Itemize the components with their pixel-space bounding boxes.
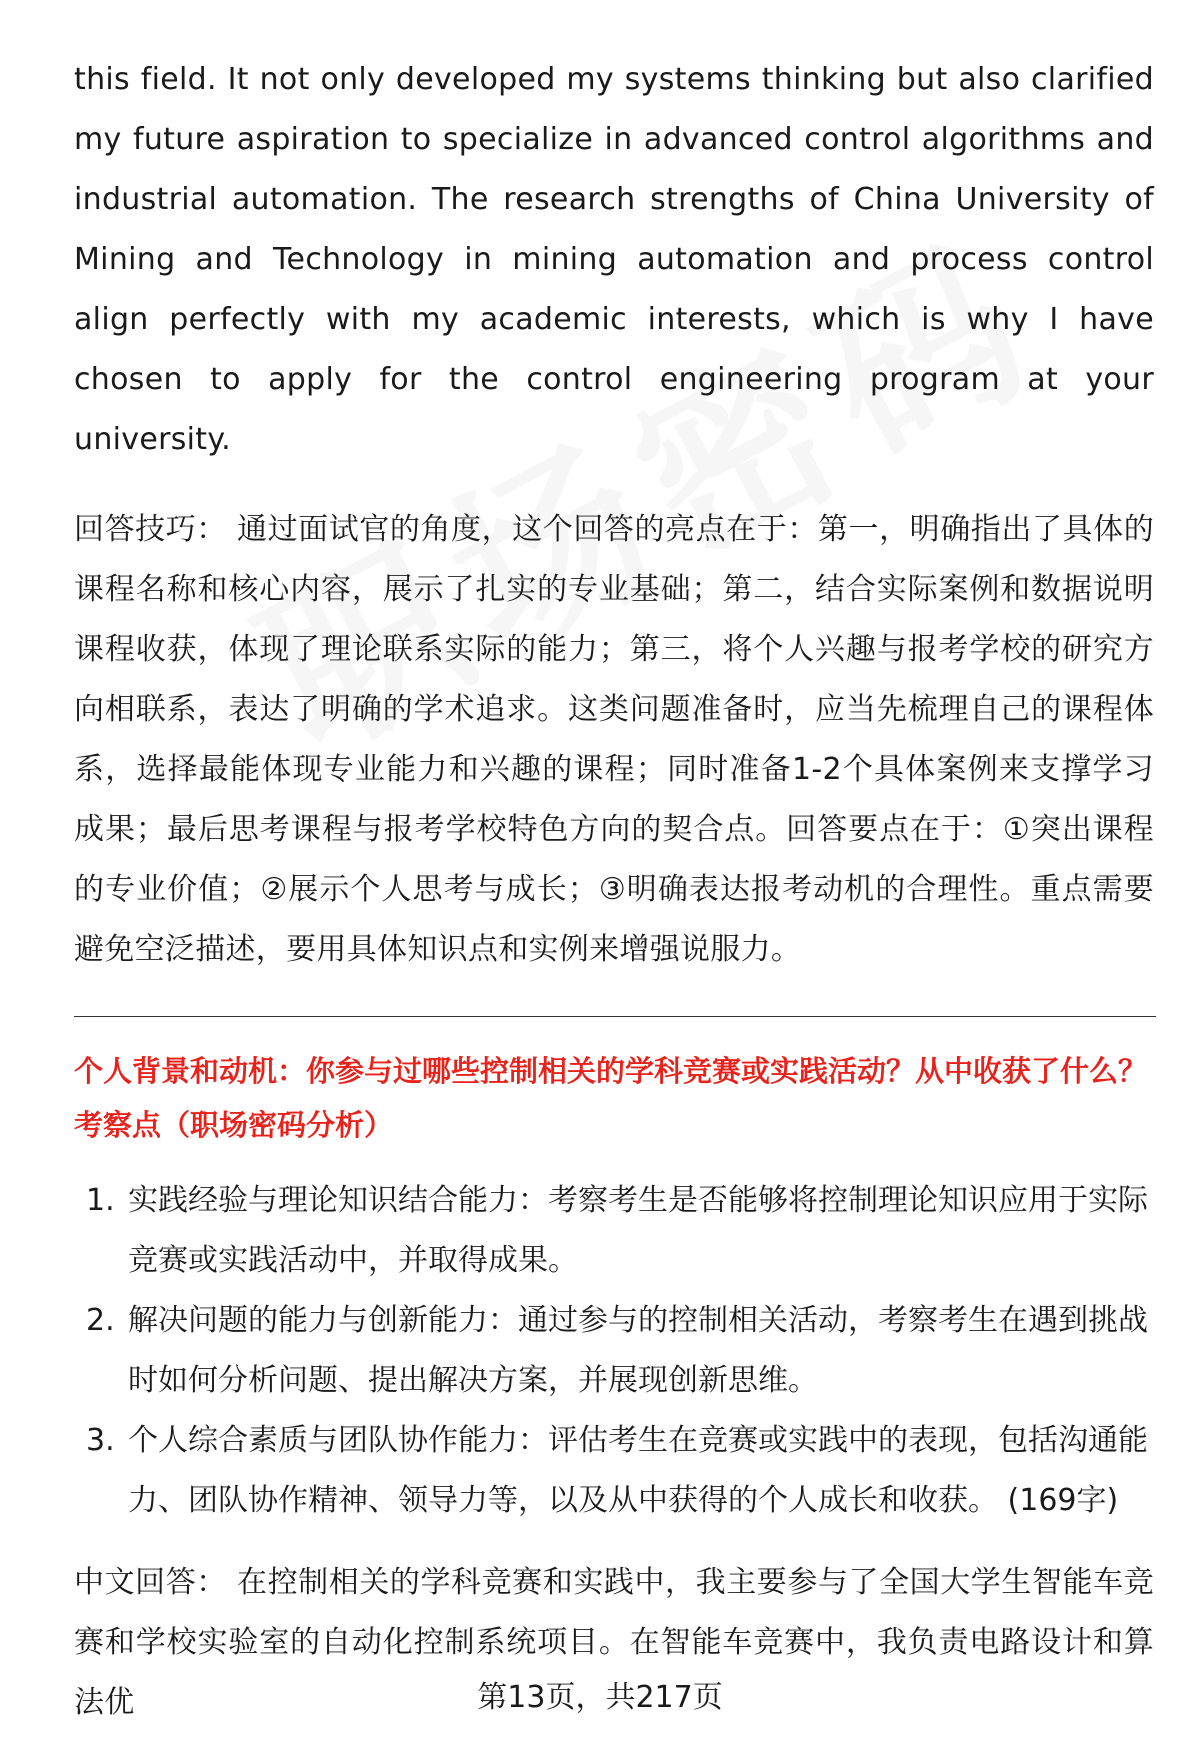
question-heading: 个人背景和动机：你参与过哪些控制相关的学科竞赛或实践活动？从中收获了什么？ xyxy=(74,1054,1148,1088)
list-item-number: 2. xyxy=(86,1303,115,1338)
chinese-answer-paragraph: 中文回答： 在控制相关的学科竞赛和实践中，我主要参与了全国大学生智能车竞赛和学校实验室的自动化控制系统项目。在智能车竞赛中，我负责电路设计和算法优 xyxy=(74,1565,1154,1720)
list-item-text: 实践经验与理论知识结合能力：考察考生是否能够将控制理论知识应用于实际竞赛或实践活动中，并取得成果。 xyxy=(128,1183,1148,1278)
list-item-number: 1. xyxy=(86,1183,115,1218)
section-divider xyxy=(74,1016,1156,1017)
page-number-footer: 第13页，共217页 xyxy=(477,1680,723,1715)
list-item xyxy=(74,1171,1154,1291)
list-item xyxy=(74,1291,1154,1411)
document-page xyxy=(74,50,1154,1733)
list-item-number: 3. xyxy=(86,1423,115,1458)
analysis-heading: 考察点（职场密码分析） xyxy=(74,1108,394,1142)
list-item-text: 个人综合素质与团队协作能力：评估考生在竞赛或实践中的表现，包括沟通能力、团队协作精神、领导力等，以及从中获得的个人成长和收获。 (169字) xyxy=(128,1423,1148,1518)
list-item xyxy=(74,1411,1154,1531)
answer-tips-paragraph: 回答技巧： 通过面试官的角度，这个回答的亮点在于：第一，明确指出了具体的课程名称和核心内容，展示了扎实的专业基础；第二，结合实际案例和数据说明课程收获，体现了理论联系实际的能力；第三，将个人兴趣与报考学校的研究方向相联系，表达了明确的学术追求。这类问题准备时，应当先梳理自己的课程体系，选择最能体现专业能力和兴趣的课程；同时准备1-2个具体案例来支撑学习成果；最后思考课程与报考学校特色方向的契合点。回答要点在于：①突出课程的专业价值；②展示个人思考与成长；③明确表达报考动机的合理性。重点需要避免空泛描述，要用具体知识点和实例来增强说服力。 xyxy=(74,512,1154,967)
analysis-points-list xyxy=(74,1171,1154,1531)
intro-english-paragraph: this field. It not only developed my systems thinking but also clarified my future aspiration to specialize in advanced control algorithms and industrial automation. The research strengths of China University of Mining and Technology in mining automation and process control align perfectly with my academic interests, which is why I have chosen to apply for the control engineering program at your university. xyxy=(74,62,1154,457)
list-item-text: 解决问题的能力与创新能力：通过参与的控制相关活动，考察考生在遇到挑战时如何分析问题、提出解决方案，并展现创新思维。 xyxy=(128,1303,1148,1398)
